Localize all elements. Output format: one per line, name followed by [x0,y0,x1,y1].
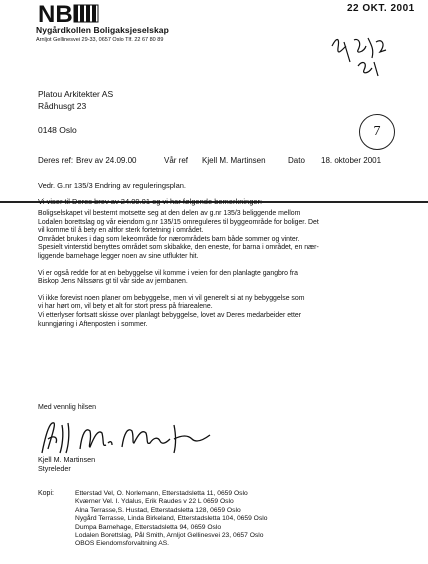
body-line: kunngjøring i Aftenposten i sommer. [38,320,148,328]
our-ref-value: Kjell M. Martinsen [202,156,266,165]
recipient-name: Platou Arkitekter AS [38,89,114,99]
company-logo [38,2,102,24]
copy-recipient: Etterstad Vel, O. Norlemann, Etterstadsletta 11, 0659 Oslo [75,490,248,497]
copy-recipient: Nygård Terrasse, Linda Birkeland, Etterstadsletta 104, 0659 Oslo [75,515,268,523]
handwritten-signature [36,413,216,461]
your-ref-value: Brev av 24.09.00 [76,156,137,165]
recipient-address [38,88,113,112]
paragraph-2 [38,270,422,287]
copy-recipient: Lodalen Borettslag, Pål Smith, Arnljot Gellinesvei 23, 0657 Oslo [75,532,264,540]
your-ref-label: Deres ref: [38,156,74,165]
paragraph-3 [38,295,422,329]
copy-recipient: Kværner Vel. I. Ydalus, Erik Raudes v 22 L 0659 Oslo [75,498,234,506]
paragraph-1 [38,210,422,262]
recipient-street: Rådhusgt 23 [38,101,87,111]
body-line: vil komme til å bety en altfor sterk fortetning i området. [38,227,204,235]
body-line: vi har hørt om, vil bety et alt for stort press på friarealene. [38,303,213,311]
body-line: Spesielt vinterstid benyttes området som skibakke, den eneste, for barna i området, en nær- [38,244,319,252]
body-line: Vi ikke forevist noen planer om bebyggelse, men vi vil generelt si at ny bebyggelse som [38,294,305,302]
body-line: Vi er også redde for at en bebyggelse vil komme i veien for den planlagte gangbro fra [38,269,298,277]
body-line: Vi etterlyser fortsatt skisse over planlagt bebyggelse, lovet av Deres medarbeider etter [38,311,301,319]
body-line: Boligselskapet vil bestemt motsette seg at den delen av g.nr 135/3 beliggende mellom [38,210,301,217]
org-address: Arnljot Gellinesvei 29-33, 0657 Oslo Tlf. 22 67 80 89 [36,37,164,43]
body-line: Lodalen borettslag og vår eiendom g.nr 135/15 omreguleres til byggeområde for boliger. Det [38,218,319,226]
copy-recipient: Alna Terrasse,S. Hustad, Etterstadsletta 128, 0659 Oslo [75,506,241,514]
signer-name: Kjell M. Martinsen [38,455,96,464]
body-line: Biskop Jens Nilssøns gt til vår side av jernbanen. [38,278,188,286]
recipient-postal: 0148 Oslo [38,125,77,135]
date-label: Dato [288,156,305,165]
date-value: 18. oktober 2001 [321,156,382,165]
copy-label: Kopi: [38,490,54,497]
letter-body [38,210,422,337]
body-line: liggende barnehage legger noen av sine utflukter hit. [38,252,199,260]
circled-number-text: 7 [373,124,381,139]
signer-title: Styreleder [38,464,71,473]
org-name: Nygårdkollen Boligaksjeselskap [36,25,169,35]
closing-salutation: Med vennlig hilsen [38,404,96,411]
copy-recipient: Dumpa Barnehage, Etterstadsletta 94, 0659 Oslo [75,523,222,531]
body-line: Området brukes i dag som lekeområde for nærområdets barn både sommer og vinter. [38,235,300,243]
our-ref-label: Vår ref [164,156,189,165]
intro-line: Vi viser til Deres brev av 24.09.01 og vi har følgende bemerkninger: [38,197,263,206]
logo-text: NB [38,2,73,24]
copy-recipients [75,490,267,549]
copy-recipient: OBOS Eiendomsforvaltning AS. [75,540,170,548]
handwritten-initials [328,32,396,78]
subject-line: Vedr. G.nr 135/3 Endring av reguleringsplan. [38,181,187,190]
circled-page-number [359,114,395,150]
signer-block [38,455,95,473]
received-date-stamp: 22 OKT. 2001 [347,3,415,14]
